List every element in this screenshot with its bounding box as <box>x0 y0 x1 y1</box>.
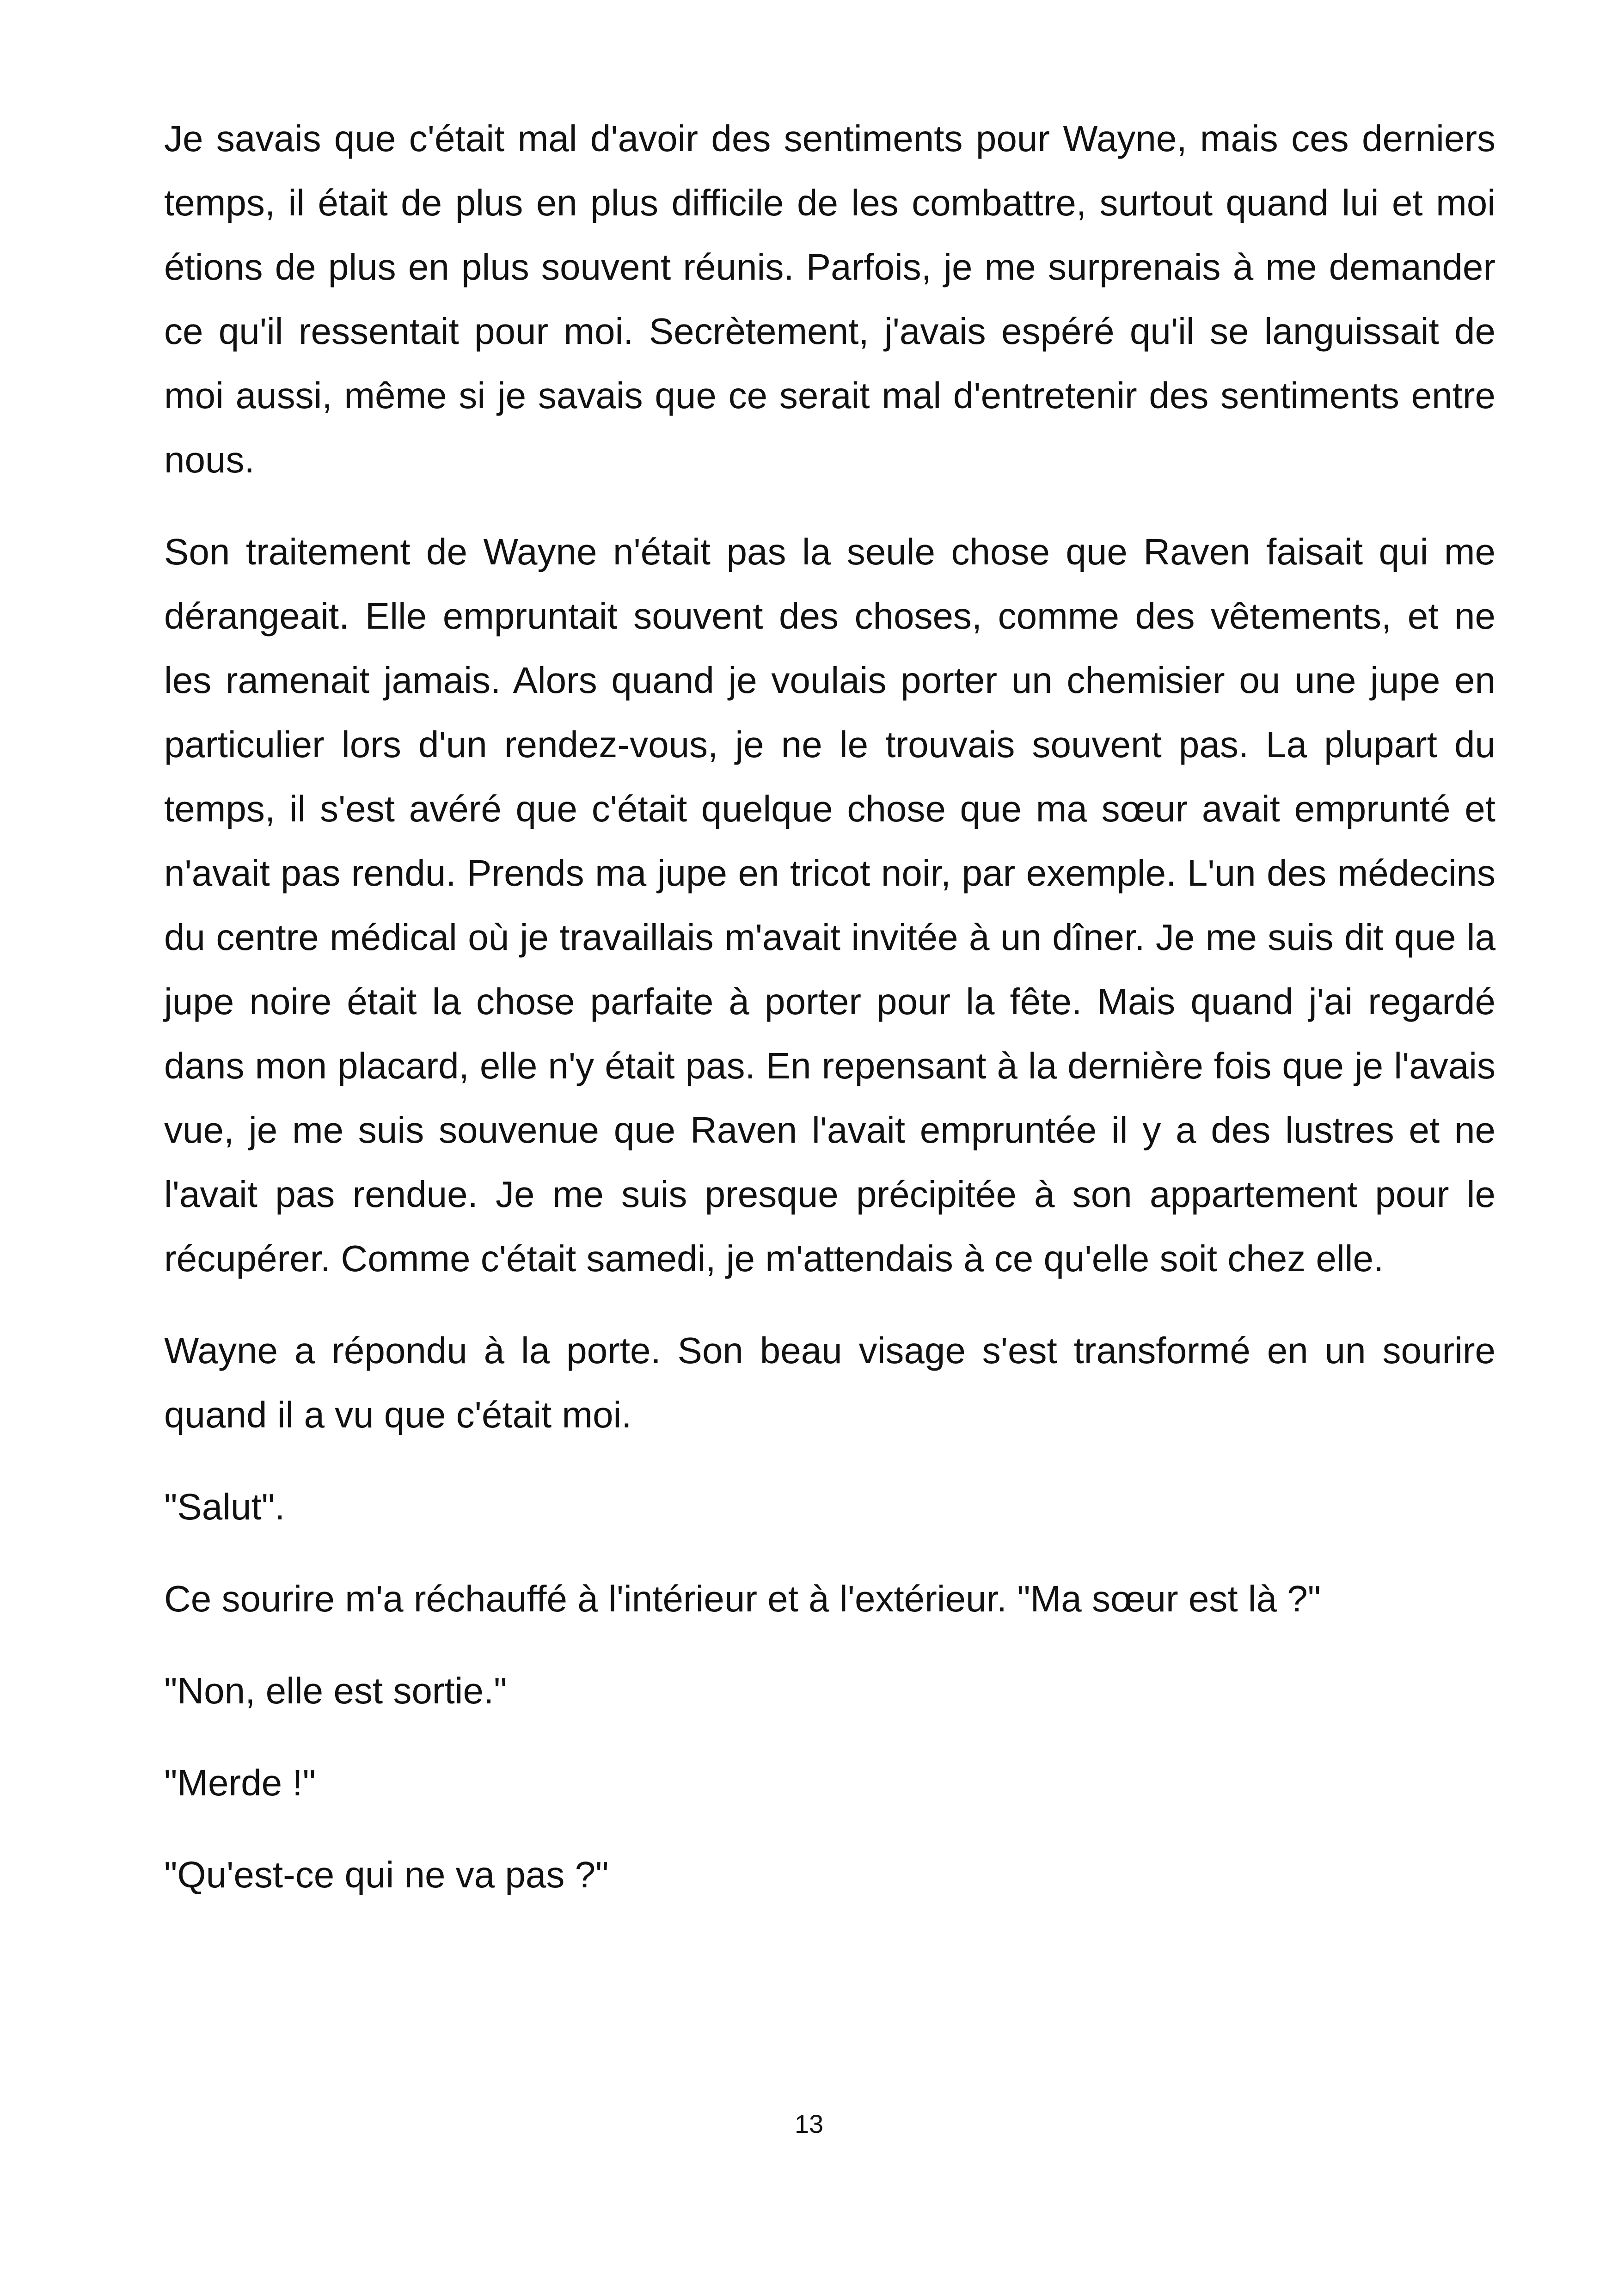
body-text <box>164 106 1495 1935</box>
page-number: 13 <box>794 2109 824 2138</box>
paragraph-7: "Merde !" <box>164 1762 316 1803</box>
paragraph-5: Ce sourire m'a réchauffé à l'intérieur et à l'extérieur. "Ma sœur est là ?" <box>164 1578 1321 1619</box>
paragraph-6: "Non, elle est sortie." <box>164 1670 507 1711</box>
paragraph-2: Son traitement de Wayne n'était pas la seule chose que Raven faisait qui me dérangeait. Elle empruntait souvent des choses, comme des vêtements, et ne les ramenait jamais. Alors quand je voulais porter un chemisier ou une jupe en particulier lors d'un rendez-vous, je ne le trouvais souvent pas. La plupart du temps, il s'est avéré que c'était quelque chose que ma sœur avait emprunté et n'avait pas rendu. Prends ma jupe en tricot noir, par exemple. L'un des médecins du centre médical où je travaillais m'avait invitée à un dîner. Je me suis dit que la jupe noire était la chose parfaite à porter pour la fête. Mais quand j'ai regardé dans mon placard, elle n'y était pas. En repensant à la dernière fois que je l'avais vue, je me suis souvenue que Raven l'avait empruntée il y a des lustres et ne l'avait pas rendue. Je me suis presque précipitée à son appartement pour le récupérer. Comme c'était samedi, je m'attendais à ce qu'elle soit chez elle. <box>164 531 1495 1279</box>
paragraph-4: "Salut". <box>164 1486 285 1527</box>
paragraph-8: "Qu'est-ce qui ne va pas ?" <box>164 1854 609 1895</box>
paragraph-3: Wayne a répondu à la porte. Son beau visage s'est transformé en un sourire quand il a vu que c'était moi. <box>164 1330 1495 1435</box>
paragraph-1: Je savais que c'était mal d'avoir des sentiments pour Wayne, mais ces derniers temps, il était de plus en plus difficile de les combattre, surtout quand lui et moi étions de plus en plus souvent réunis. Parfois, je me surprenais à me demander ce qu'il ressentait pour moi. Secrètement, j'avais espéré qu'il se languissait de moi aussi, même si je savais que ce serait mal d'entretenir des sentiments entre nous. <box>164 118 1495 480</box>
